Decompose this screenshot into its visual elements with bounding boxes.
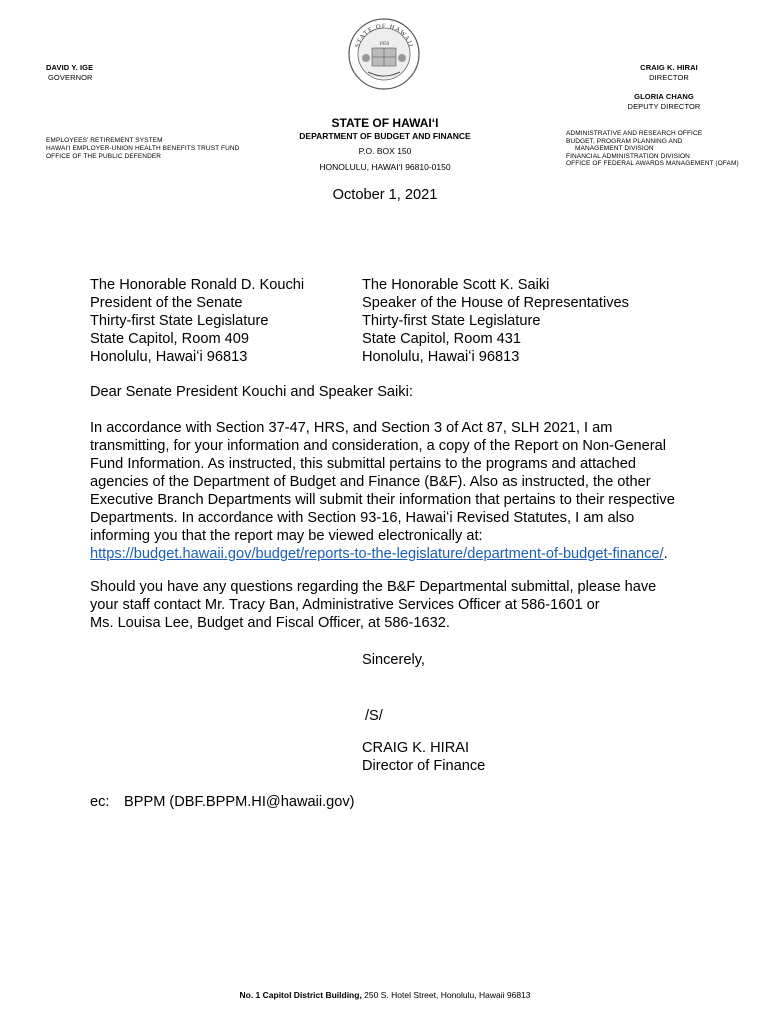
office-item: OFFICE OF FEDERAL AWARDS MANAGEMENT (OFAM) [566,160,739,167]
footer-building: No. 1 Capitol District Building, [239,990,362,1000]
address-line: Honolulu, Hawaiʻi 96813 [90,349,248,365]
state-heading: STATE OF HAWAIʻI [331,116,439,130]
paragraph-line: Ms. Louisa Lee, Budget and Fiscal Officer, at 586-1632. [90,615,450,631]
ec-label: ec: [90,794,110,810]
office-item: MANAGEMENT DIVISION [575,145,654,152]
paragraph-line: your staff contact Mr. Tracy Ban, Administrative Services Officer at 586-1601 or [90,597,600,613]
po-box: P.O. BOX 150 [358,146,412,156]
office-item: BUDGET, PROGRAM PLANNING AND [566,137,683,145]
address-line: Thirty-first State Legislature [90,313,269,329]
office-item: FINANCIAL ADMINISTRATION DIVISION [566,152,690,160]
office-item: EMPLOYEES' RETIREMENT SYSTEM [46,137,163,144]
department-heading: DEPARTMENT OF BUDGET AND FINANCE [299,131,471,141]
address-line: Thirty-first State Legislature [362,313,541,329]
recipient-left [90,276,304,366]
state-seal-icon [348,18,420,90]
footer-street: 250 S. Hotel Street, Honolulu, Hawaii 96813 [361,990,531,1000]
body-paragraph-2 [90,578,656,632]
closing: Sincerely, [362,652,425,668]
paragraph-line: Executive Branch Departments will submit their information that pertains to their respective [90,492,675,508]
address-line: State Capitol, Room 431 [362,331,521,347]
ec-value: BPPM (DBF.BPPM.HI@hawaii.gov) [124,794,355,810]
recipient-right [362,276,629,366]
paragraph-line: Departments. In accordance with Section 93-16, Hawaiʻi Revised Statutes, I am also [90,510,635,526]
signer-name: CRAIG K. HIRAI [362,740,470,756]
seal-year: 1959 [379,42,389,47]
paragraph-line: In accordance with Section 37-47, HRS, and Section 3 of Act 87, SLH 2021, I am [90,420,613,436]
deputy-title: DEPUTY DIRECTOR [627,102,701,111]
office-item: OFFICE OF THE PUBLIC DEFENDER [46,153,162,160]
paragraph-line: Should you have any questions regarding the B&F Departmental submittal, please have [90,579,657,595]
paragraph-line: informing you that the report may be viewed electronically at: [90,528,483,544]
address-line: State Capitol, Room 409 [90,331,249,347]
link-suffix: . [663,546,668,562]
paragraph-line: transmitting, for your information and consideration, a copy of the Report on Non-General [90,438,666,454]
salutation: Dear Senate President Kouchi and Speaker Saiki: [90,384,413,400]
address-line: The Honorable Ronald D. Kouchi [90,277,305,293]
right-offices-list [566,130,739,168]
address-line: Honolulu, Hawaiʻi 96813 [362,349,520,365]
governor-name: DAVID Y. IGE [46,63,94,72]
paragraph-line: agencies of the Department of Budget and Finance (B&F). Also as instructed, the other [90,474,651,490]
body-paragraph-1 [90,419,675,563]
city-address: HONOLULU, HAWAIʻI 96810-0150 [319,162,451,172]
report-link[interactable]: https://budget.hawaii.gov/budget/reports-to-the-legislature/department-of-budget-finance/ [90,546,664,562]
left-offices-list [46,137,239,161]
link-line [90,545,675,563]
address-line: The Honorable Scott K. Saiki [362,277,550,293]
office-item: HAWAI'I EMPLOYER-UNION HEALTH BENEFITS TRUST FUND [46,145,240,152]
address-line: Speaker of the House of Representatives [362,295,629,311]
director-title: DIRECTOR [649,73,689,82]
paragraph-line: Fund Information. As instructed, this submittal pertains to the programs and attached [90,456,636,472]
letter-date: October 1, 2021 [332,187,438,203]
governor-title: GOVERNOR [48,73,93,82]
signer-title: Director of Finance [362,758,486,774]
footer-address [0,990,770,1000]
office-item: ADMINISTRATIVE AND RESEARCH OFFICE [566,130,703,137]
seal-text: STATE OF HAWAII [353,22,415,49]
director-name: CRAIG K. HIRAI [640,63,698,72]
signature: /S/ [365,708,383,724]
address-line: President of the Senate [90,295,243,311]
deputy-name: GLORIA CHANG [634,92,694,101]
